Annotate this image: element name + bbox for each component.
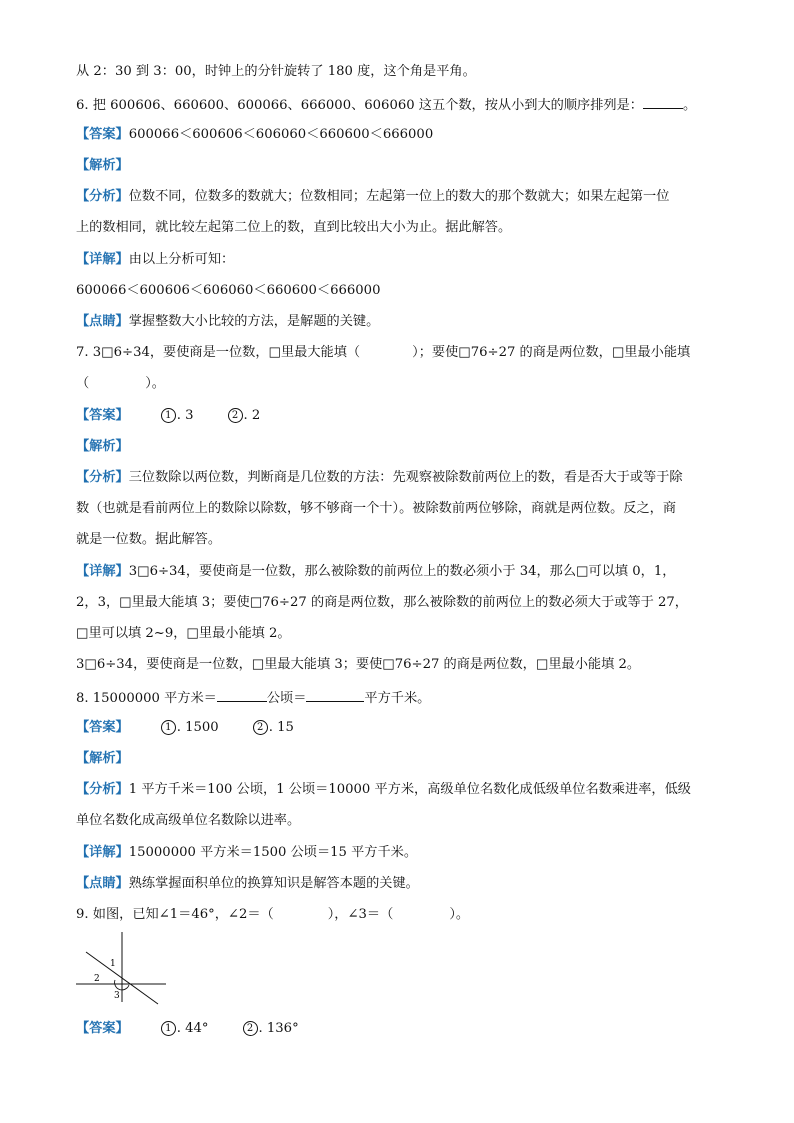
- angle-label-1: 1: [110, 959, 116, 969]
- q7-fenxi-1: [76, 469, 683, 487]
- answer-tag: 【答案】: [76, 720, 129, 735]
- analysis-tag: 【解析】: [76, 158, 129, 173]
- q6-dianjing-text: 掌握整数大小比较的方法，是解题的关键。: [128, 314, 380, 329]
- q6-analysis-tag: [76, 157, 129, 175]
- angle-figure: [72, 928, 172, 1006]
- q8-answer: [76, 719, 294, 737]
- q6-question-text: 6. 把 600606、660600、600066、666000、606060 这五个数，按从小到大的顺序排列是：: [76, 98, 643, 113]
- q7-xiangjie-1: [76, 563, 675, 581]
- q6-xiangjie-text: 由以上分析可知：: [128, 252, 235, 267]
- q7-xiangjie-text-1: 3□6÷34，要使商是一位数，那么被除数的前两位上的数必须小于 34，那么□可以填 0，1，: [128, 564, 676, 579]
- q6-xiangjie: [76, 251, 234, 269]
- q8-question-c: 平方千米。: [364, 691, 431, 706]
- intro-line: 从 2：30 到 3：00，时钟上的分针旋转了 180 度，这个角是平角。: [76, 64, 476, 79]
- q7-question-d: ）。: [145, 376, 165, 391]
- q8-question-b: 公顷＝: [266, 691, 307, 706]
- q9-question-b: ），∠3＝（: [327, 907, 394, 922]
- q7-xiangjie-3: □里可以填 2~9，□里最小能填 2。: [76, 626, 291, 641]
- q7-xiangjie-2: 2，3，□里最大能填 3；要使□76÷27 的商是两位数，那么被除数的前两位上的数必须大于或等于 27，: [76, 595, 688, 610]
- q8-option-1-value: . 1500: [176, 720, 219, 735]
- q9-question-c: ）。: [449, 907, 470, 922]
- q8-blank-2: [306, 688, 364, 702]
- analysis-tag: 【解析】: [76, 751, 129, 766]
- angle-label-2: 2: [94, 974, 100, 984]
- q9-option-2: [243, 1020, 299, 1038]
- q9-question-a: 9. 如图，已知∠1＝46°，∠2＝（: [76, 907, 274, 922]
- q8-analysis-tag: [76, 750, 129, 768]
- answer-tag: 【答案】: [76, 127, 129, 142]
- q7-question-c: （: [76, 376, 90, 391]
- q9-option-1: [161, 1020, 209, 1038]
- q8-fenxi-text-1: 1 平方千米＝100 公顷，1 公顷＝10000 平方米，高级单位名数化成低级单位名数乘进率，低级: [128, 782, 691, 797]
- fenxi-tag: 【分析】: [76, 782, 129, 797]
- q8-xiangjie: [76, 844, 417, 862]
- q7-option-2: [228, 407, 261, 425]
- q6-result: 600066＜600606＜606060＜660600＜666000: [76, 283, 381, 298]
- fenxi-tag: 【分析】: [76, 189, 129, 204]
- q8-fenxi-2: 单位名数化成高级单位名数除以进率。: [76, 813, 301, 828]
- dianjing-tag: 【点睛】: [76, 314, 129, 329]
- q6-fenxi-2: 上的数相同，就比较左起第二位上的数，直到比较出大小为止。据此解答。: [76, 220, 512, 235]
- q6-question-end: 。: [683, 98, 697, 113]
- q7-fenxi-text-1: 三位数除以两位数，判断商是几位数的方法：先观察被除数前两位上的数，看是否大于或等于除: [128, 470, 683, 485]
- q7-option-1-value: . 3: [176, 408, 194, 423]
- q6-question: [76, 95, 696, 115]
- q6-fenxi-1: [76, 188, 669, 206]
- circled-number: 2: [228, 408, 243, 423]
- dianjing-tag: 【点睛】: [76, 876, 129, 891]
- circled-number: 2: [253, 720, 268, 735]
- analysis-tag: 【解析】: [76, 439, 129, 454]
- q6-dianjing: [76, 313, 379, 331]
- q7-fenxi-3: 就是一位数。据此解答。: [76, 532, 222, 547]
- q8-dianjing-text: 熟练掌握面积单位的换算知识是解答本题的关键。: [128, 876, 419, 891]
- q6-answer-blank: [643, 95, 683, 109]
- q8-fenxi-1: [76, 781, 691, 799]
- q8-xiangjie-text: 15000000 平方米＝1500 公顷＝15 平方千米。: [128, 845, 418, 860]
- q9-option-1-value: . 44°: [176, 1021, 209, 1036]
- q7-question-b: ）；要使□76÷27 的商是两位数，□里最小能填: [412, 345, 691, 360]
- q8-option-2: [253, 719, 294, 737]
- xiangjie-tag: 【详解】: [76, 845, 129, 860]
- q8-dianjing: [76, 875, 419, 893]
- fenxi-tag: 【分析】: [76, 470, 129, 485]
- q7-answer: [76, 407, 260, 425]
- q8-blank-1: [217, 688, 267, 702]
- circled-number: 1: [161, 1021, 176, 1036]
- circled-number: 2: [243, 1021, 258, 1036]
- q7-question-cont: [76, 375, 165, 393]
- xiangjie-tag: 【详解】: [76, 564, 129, 579]
- q7-analysis-tag: [76, 438, 129, 456]
- circled-number: 1: [161, 720, 176, 735]
- xiangjie-tag: 【详解】: [76, 252, 129, 267]
- circled-number: 1: [161, 408, 176, 423]
- q7-option-1: [161, 407, 194, 425]
- q7-question: [76, 344, 690, 362]
- q7-summary: 3□6÷34，要使商是一位数，□里最大能填 3；要使□76÷27 的商是两位数，□里最小能填 2。: [76, 657, 641, 672]
- q8-question-a: 8. 15000000 平方米＝: [76, 691, 217, 706]
- q9-answer: [76, 1020, 299, 1038]
- q8-option-1: [161, 719, 219, 737]
- q9-question: [76, 906, 469, 924]
- q6-answer-text: 600066＜600606＜606060＜660600＜666000: [128, 127, 434, 142]
- q9-option-2-value: . 136°: [258, 1021, 299, 1036]
- q8-option-2-value: . 15: [268, 720, 294, 735]
- q6-answer: [76, 126, 433, 144]
- q7-option-2-value: . 2: [243, 408, 261, 423]
- answer-tag: 【答案】: [76, 1021, 129, 1036]
- q7-question-a: 7. 3□6÷34，要使商是一位数，□里最大能填（: [76, 345, 361, 360]
- angle-label-3: 3: [114, 991, 120, 1001]
- q6-fenxi-text-1: 位数不同，位数多的数就大；位数相同；左起第一位上的数大的那个数就大；如果左起第一位: [128, 189, 670, 204]
- q8-question: [76, 688, 430, 708]
- answer-tag: 【答案】: [76, 408, 129, 423]
- q7-fenxi-2: 数（也就是看前两位上的数除以除数，够不够商一个十）。被除数前两位够除，商就是两位数。反之，商: [76, 501, 677, 516]
